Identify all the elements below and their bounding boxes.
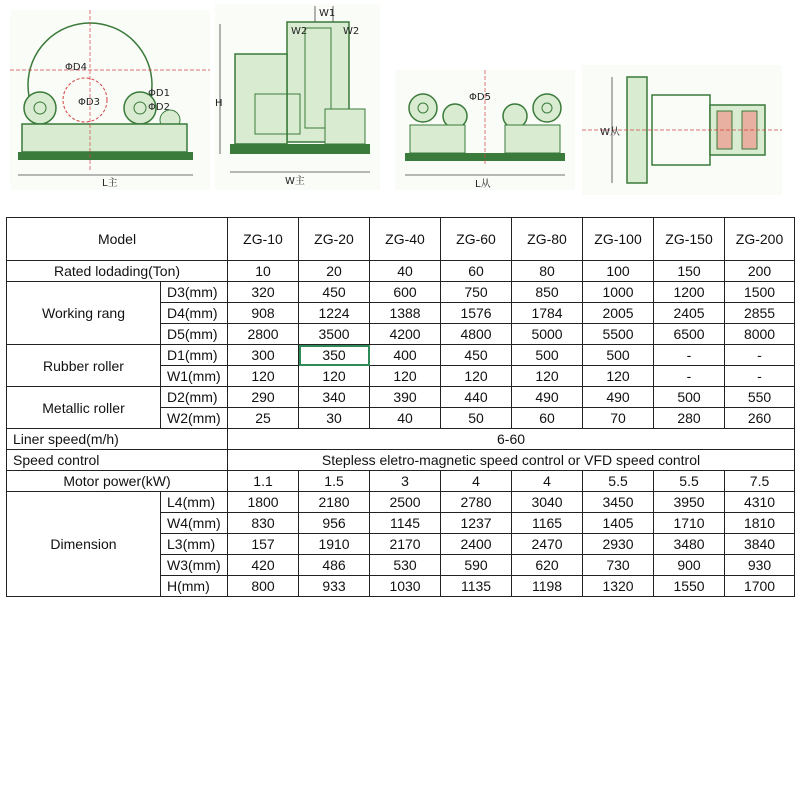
value-cell: 3840 <box>725 534 795 555</box>
sub-label: W2(mm) <box>161 408 228 429</box>
value-cell: 60 <box>512 408 583 429</box>
sub-label: L4(mm) <box>161 492 228 513</box>
sub-label: D2(mm) <box>161 387 228 408</box>
model-header: ZG-60 <box>441 218 512 261</box>
value-cell: 3040 <box>512 492 583 513</box>
value-cell: 730 <box>583 555 654 576</box>
row-label: Speed control <box>7 450 228 471</box>
value-cell: 850 <box>512 282 583 303</box>
label-w2-left: W2 <box>291 26 308 37</box>
value-cell: 400 <box>370 345 441 366</box>
label-d5: ΦD5 <box>469 92 491 103</box>
value-cell: 800 <box>228 576 299 597</box>
sub-label: W4(mm) <box>161 513 228 534</box>
value-cell: 2800 <box>228 324 299 345</box>
value-cell: 908 <box>228 303 299 324</box>
value-cell: 2180 <box>299 492 370 513</box>
value-cell: 7.5 <box>725 471 795 492</box>
value-cell: 4200 <box>370 324 441 345</box>
value-cell: 450 <box>441 345 512 366</box>
value-cell: 4310 <box>725 492 795 513</box>
value-cell: 1320 <box>583 576 654 597</box>
value-cell: 1198 <box>512 576 583 597</box>
rubber-row <box>7 345 795 366</box>
value-cell: 350 <box>299 345 370 366</box>
value-cell: 320 <box>228 282 299 303</box>
value-cell: 30 <box>299 408 370 429</box>
model-label: Model <box>7 218 228 261</box>
value-cell: 40 <box>370 261 441 282</box>
value-cell: 830 <box>228 513 299 534</box>
value-cell: 340 <box>299 387 370 408</box>
group-label: Metallic roller <box>7 387 161 429</box>
dimension-row <box>7 492 795 513</box>
model-header: ZG-80 <box>512 218 583 261</box>
value-cell: 620 <box>512 555 583 576</box>
label-d3: ΦD3 <box>78 97 100 108</box>
working-row <box>7 282 795 303</box>
side-view-drawing <box>215 4 380 190</box>
label-l-main: L主 <box>102 178 118 189</box>
technical-drawings <box>0 0 800 215</box>
group-label: Working rang <box>7 282 161 345</box>
idler-front-drawing <box>395 70 575 190</box>
motor-row <box>7 471 795 492</box>
value-cell: 3950 <box>654 492 725 513</box>
value-cell: 490 <box>583 387 654 408</box>
group-label: Dimension <box>7 492 161 597</box>
value-cell: 20 <box>299 261 370 282</box>
value-cell: 1135 <box>441 576 512 597</box>
model-header: ZG-20 <box>299 218 370 261</box>
value-cell: 120 <box>370 366 441 387</box>
group-label: Rubber roller <box>7 345 161 387</box>
value-cell: 1800 <box>228 492 299 513</box>
sub-label: D4(mm) <box>161 303 228 324</box>
value-cell: 25 <box>228 408 299 429</box>
sub-label: W1(mm) <box>161 366 228 387</box>
model-header: ZG-150 <box>654 218 725 261</box>
value-cell: 300 <box>228 345 299 366</box>
value-cell: 1710 <box>654 513 725 534</box>
value-cell: 3450 <box>583 492 654 513</box>
label-w-main: W主 <box>285 176 305 187</box>
value-cell: 440 <box>441 387 512 408</box>
value-cell: 100 <box>583 261 654 282</box>
sub-label: D3(mm) <box>161 282 228 303</box>
value-cell: 120 <box>299 366 370 387</box>
value-cell: 5500 <box>583 324 654 345</box>
value-cell: 2930 <box>583 534 654 555</box>
value-cell: 1224 <box>299 303 370 324</box>
label-h: H <box>215 98 223 109</box>
table-body <box>7 218 795 597</box>
label-l-slave: L从 <box>475 179 491 190</box>
value-cell: 1576 <box>441 303 512 324</box>
value-cell: 486 <box>299 555 370 576</box>
value-cell: 2005 <box>583 303 654 324</box>
liner-row <box>7 429 795 450</box>
value-cell: 500 <box>512 345 583 366</box>
header-row <box>7 218 795 261</box>
value-cell: 2170 <box>370 534 441 555</box>
value-cell: 2500 <box>370 492 441 513</box>
value-cell: 40 <box>370 408 441 429</box>
value-cell: 120 <box>441 366 512 387</box>
row-label: Liner speed(m/h) <box>7 429 228 450</box>
value-cell: 60 <box>441 261 512 282</box>
value-cell: 3 <box>370 471 441 492</box>
rated-row <box>7 261 795 282</box>
value-cell: 530 <box>370 555 441 576</box>
value-cell: 280 <box>654 408 725 429</box>
value-cell: 4800 <box>441 324 512 345</box>
value-cell: 1200 <box>654 282 725 303</box>
value-cell: 550 <box>725 387 795 408</box>
value-cell: 930 <box>725 555 795 576</box>
value-cell: 5.5 <box>654 471 725 492</box>
value-cell: 1388 <box>370 303 441 324</box>
value-cell: 5.5 <box>583 471 654 492</box>
model-header: ZG-100 <box>583 218 654 261</box>
value-cell: 1030 <box>370 576 441 597</box>
value-cell: 600 <box>370 282 441 303</box>
value-cell: 750 <box>441 282 512 303</box>
value-cell: 150 <box>654 261 725 282</box>
value-cell: 1550 <box>654 576 725 597</box>
value-cell: 50 <box>441 408 512 429</box>
value-cell: 390 <box>370 387 441 408</box>
value-cell: 1910 <box>299 534 370 555</box>
value-cell: 70 <box>583 408 654 429</box>
metallic-row <box>7 387 795 408</box>
value-cell: 1237 <box>441 513 512 534</box>
value-cell: 420 <box>228 555 299 576</box>
value-cell: 6-60 <box>228 429 795 450</box>
row-label: Motor power(kW) <box>7 471 228 492</box>
value-cell: 10 <box>228 261 299 282</box>
value-cell: 200 <box>725 261 795 282</box>
value-cell: 1000 <box>583 282 654 303</box>
sub-label: L3(mm) <box>161 534 228 555</box>
value-cell: 1405 <box>583 513 654 534</box>
value-cell: 1700 <box>725 576 795 597</box>
value-cell: 2470 <box>512 534 583 555</box>
label-w2-right: W2 <box>343 26 360 37</box>
sub-label: W3(mm) <box>161 555 228 576</box>
value-cell: 933 <box>299 576 370 597</box>
label-w1: W1 <box>319 8 336 19</box>
value-cell: 900 <box>654 555 725 576</box>
value-cell: 8000 <box>725 324 795 345</box>
value-cell: - <box>654 345 725 366</box>
value-cell: - <box>725 345 795 366</box>
value-cell: 3480 <box>654 534 725 555</box>
top-view-drawing <box>582 65 782 195</box>
value-cell: 2855 <box>725 303 795 324</box>
model-header: ZG-10 <box>228 218 299 261</box>
model-header: ZG-200 <box>725 218 795 261</box>
label-w-slave: W从 <box>600 127 620 138</box>
value-cell: 120 <box>512 366 583 387</box>
value-cell: 1.1 <box>228 471 299 492</box>
speed-control-row <box>7 450 795 471</box>
value-cell: 4 <box>441 471 512 492</box>
value-cell: 120 <box>583 366 654 387</box>
value-cell: - <box>725 366 795 387</box>
value-cell: 80 <box>512 261 583 282</box>
value-cell: 1784 <box>512 303 583 324</box>
value-cell: Stepless eletro-magnetic speed control or VFD speed control <box>228 450 795 471</box>
value-cell: 2405 <box>654 303 725 324</box>
front-view-drawing <box>10 10 210 190</box>
value-cell: 290 <box>228 387 299 408</box>
value-cell: - <box>654 366 725 387</box>
value-cell: 450 <box>299 282 370 303</box>
sub-label: H(mm) <box>161 576 228 597</box>
value-cell: 3500 <box>299 324 370 345</box>
sub-label: D5(mm) <box>161 324 228 345</box>
value-cell: 260 <box>725 408 795 429</box>
value-cell: 500 <box>654 387 725 408</box>
specification-table <box>6 217 795 597</box>
value-cell: 2780 <box>441 492 512 513</box>
value-cell: 590 <box>441 555 512 576</box>
value-cell: 1810 <box>725 513 795 534</box>
value-cell: 500 <box>583 345 654 366</box>
label-d2: ΦD2 <box>148 102 170 113</box>
value-cell: 157 <box>228 534 299 555</box>
value-cell: 4 <box>512 471 583 492</box>
value-cell: 2400 <box>441 534 512 555</box>
value-cell: 6500 <box>654 324 725 345</box>
value-cell: 1145 <box>370 513 441 534</box>
value-cell: 120 <box>228 366 299 387</box>
label-d4: ΦD4 <box>65 62 87 73</box>
sub-label: D1(mm) <box>161 345 228 366</box>
value-cell: 490 <box>512 387 583 408</box>
value-cell: 1165 <box>512 513 583 534</box>
value-cell: 1500 <box>725 282 795 303</box>
row-label: Rated lodading(Ton) <box>7 261 228 282</box>
value-cell: 956 <box>299 513 370 534</box>
label-d1: ΦD1 <box>148 88 170 99</box>
value-cell: 5000 <box>512 324 583 345</box>
value-cell: 1.5 <box>299 471 370 492</box>
model-header: ZG-40 <box>370 218 441 261</box>
